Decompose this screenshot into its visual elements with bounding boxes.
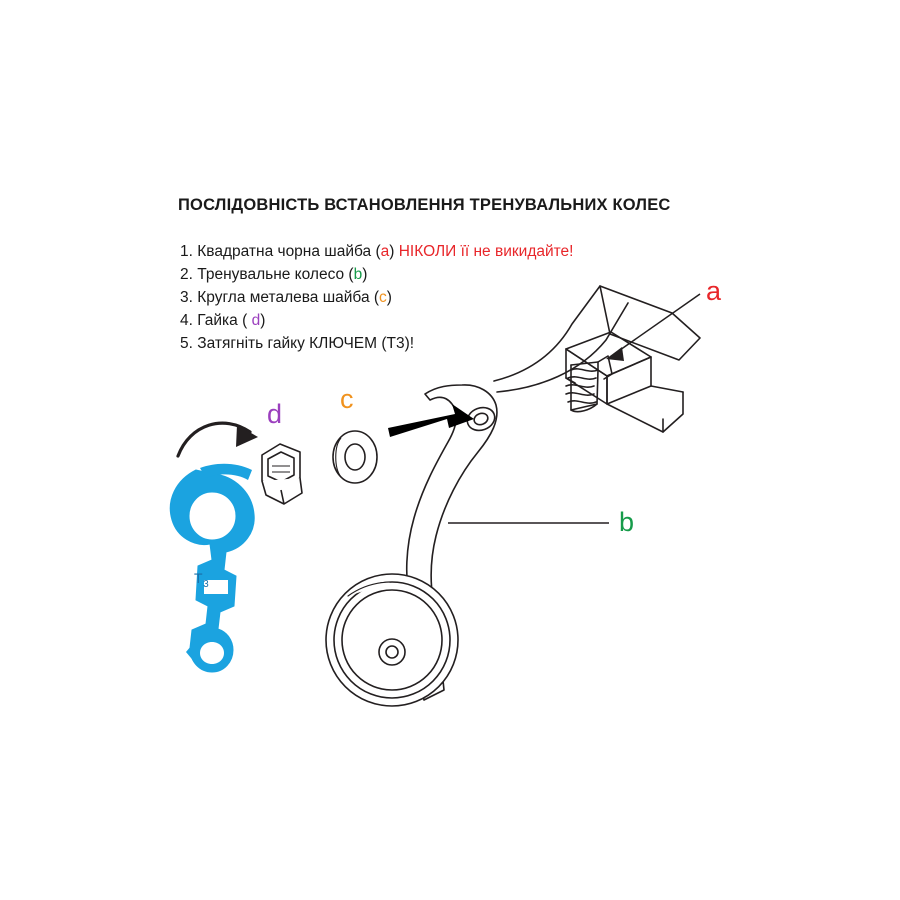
square-washer-right — [607, 357, 651, 404]
wrench-tool — [170, 464, 254, 672]
dropout-plate — [600, 286, 700, 360]
step-number: 4. — [180, 312, 193, 329]
callout-a-arrowhead — [606, 347, 624, 361]
wrench-small-socket — [200, 642, 224, 664]
step-text: Кругла металева шайба ( — [197, 289, 380, 306]
step-text-after: ) — [362, 266, 368, 283]
washer-hole — [345, 444, 365, 470]
round-washer-group — [333, 431, 377, 483]
step-text: Квадратна чорна шайба ( — [197, 243, 381, 260]
step-text-after: ) — [386, 289, 392, 306]
step-tag-b: b — [353, 266, 363, 283]
callout-label-d: d — [267, 399, 283, 429]
step-number: 5. — [180, 335, 193, 352]
page-title: ПОСЛІДОВНІСТЬ ВСТАНОВЛЕННЯ ТРЕНУВАЛЬНИХ КОЛЕС — [178, 196, 671, 214]
step-tag-c: c — [379, 289, 387, 306]
callout-label-c: c — [340, 384, 354, 414]
wrench-tool-label — [194, 570, 209, 590]
frame-tube-lower — [497, 303, 628, 392]
frame-tube-upper — [494, 286, 600, 381]
step-text-after: ) — [260, 312, 266, 329]
axle-threads — [566, 362, 598, 412]
wrench-hex-socket — [195, 497, 229, 535]
wrench-motion-arrow — [178, 423, 258, 456]
step-tag-d: d — [251, 312, 261, 329]
bracket-arm-edge — [651, 386, 683, 392]
wrench-tool-label-text: T — [194, 570, 204, 586]
step-number: 1. — [180, 243, 193, 260]
nut-group — [262, 444, 302, 504]
bracket-arm — [607, 392, 683, 432]
step-number: 2. — [180, 266, 193, 283]
callout-label-a: a — [706, 276, 722, 306]
step-text: Тренувальне колесо ( — [197, 266, 354, 283]
step-text: Затягніть гайку КЛЮЧЕМ (T3)! — [197, 335, 415, 352]
step-text: Гайка ( — [197, 312, 252, 329]
wheel-hub-inner — [386, 646, 398, 658]
step-tag-a: a — [380, 243, 390, 260]
step-text-after: ) — [389, 243, 399, 260]
step-number: 3. — [180, 289, 193, 306]
frame-dropout-group — [494, 286, 700, 432]
callout-label-b: b — [619, 507, 635, 537]
step-warning: НІКОЛИ її не викидайте! — [398, 243, 574, 260]
wrench-tool-label-sub: 3 — [203, 578, 210, 590]
nut-inner — [268, 452, 294, 482]
